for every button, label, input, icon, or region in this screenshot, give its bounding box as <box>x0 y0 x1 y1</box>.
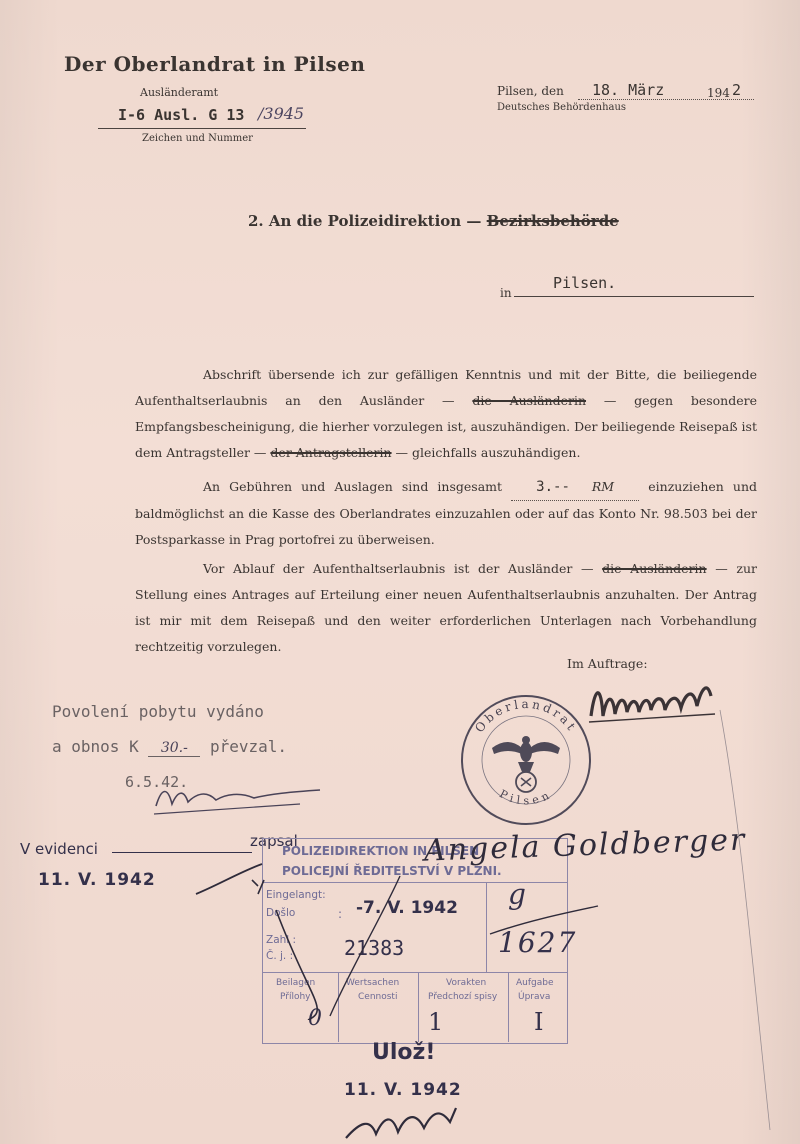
place-prefix: Pilsen, den <box>497 84 564 98</box>
pen-strokes <box>190 850 630 1020</box>
note-date: 6.5.42. <box>125 773 189 791</box>
fee-currency: RM <box>591 479 615 494</box>
paragraph-3-struck: die Ausländerin <box>602 561 707 576</box>
col4-de: Aufgabe <box>516 978 554 988</box>
recipient-in-label: in <box>500 286 512 300</box>
official-seal <box>458 692 594 828</box>
reference-number: I-6 Ausl. G 13 <box>118 106 245 124</box>
police-stamp-zahl: Zahl : <box>266 934 297 946</box>
authority-title: Der Oberlandrat in Pilsen <box>64 52 366 76</box>
seal-bottom-text: Pilsen <box>497 787 555 808</box>
paragraph-1-part-c: — gleichfalls auszuhändigen. <box>395 445 581 460</box>
evidence-date: 11. V. 1942 <box>38 870 156 890</box>
reference-underline <box>98 128 306 129</box>
uloz-signature <box>340 1104 470 1144</box>
office-name: Ausländeramt <box>140 86 219 99</box>
col4-cz: Úprava <box>518 992 551 1002</box>
recipient-city: Pilsen. <box>553 274 617 292</box>
paragraph-1-part-b: — gegen besondere Empfangsbescheinigung, die hierher vorzulegen ist, auszuhändigen. Der beiliegende Reisepaß ist dem Antragsteller — <box>135 393 757 460</box>
col3-de: Vorakten <box>446 978 487 988</box>
evidence-zapsal: zapsal <box>250 832 298 850</box>
col3-cz: Předchozí spisy <box>428 992 498 1002</box>
col1-cz: Přílohy <box>280 992 311 1002</box>
recipient-struck: Bezirksbehörde <box>486 212 619 230</box>
police-stamp-cj: Č. j. : <box>266 950 294 962</box>
reference-caption: Zeichen und Nummer <box>142 133 253 144</box>
paragraph-1-struck-2: der Antragstellerin <box>270 445 392 460</box>
uloz-date: 11. V. 1942 <box>344 1080 462 1100</box>
recipient-city-underline <box>514 296 754 297</box>
fee-amount-field <box>511 474 639 501</box>
paragraph-3-part-a: Vor Ablauf der Aufenthaltserlaubnis ist der Ausländer — <box>203 561 594 576</box>
police-stamp-number: 21383 <box>344 936 405 960</box>
building-name: Deutsches Behördenhaus <box>497 102 627 113</box>
note-line-2-part-a: a obnos K <box>52 737 139 756</box>
year-digit: 2 <box>732 81 742 99</box>
paragraph-1 <box>135 362 757 466</box>
reference-handwritten: /3945 <box>258 104 305 123</box>
note-line-2-part-b: převzal. <box>209 737 288 756</box>
fee-amount: 3.-- <box>536 479 570 495</box>
col3-value: 1 <box>428 1008 444 1036</box>
date-typed: 18. März <box>592 81 665 99</box>
im-auftrage: Im Auftrage: <box>567 656 648 671</box>
recipient-text: 2. An die Polizeidirektion — <box>248 212 482 230</box>
col2-de: Wertsachen <box>346 978 400 988</box>
police-stamp-colon: : <box>338 907 343 921</box>
police-stamp-dosla: Došlo <box>266 907 296 919</box>
col2-cz: Cennosti <box>358 992 398 1002</box>
col4-value: I <box>534 1008 544 1036</box>
seal-top-text: Oberlandrat <box>472 696 580 736</box>
recipient-line <box>248 212 619 230</box>
police-stamp-handwritten-g: g <box>508 878 526 911</box>
police-stamp-eingelangt: Eingelangt: <box>266 889 326 901</box>
note-handwritten-amount: 30.- <box>148 740 200 757</box>
eagle-icon <box>492 736 560 772</box>
note-signature <box>150 780 330 820</box>
police-stamp-line-2: POLICEJNÍ ŘEDITELSTVÍ V PLZNI. <box>282 864 502 878</box>
date-dotline <box>578 99 754 100</box>
paragraph-2 <box>135 474 757 553</box>
uloz-label: Ulož! <box>372 1040 436 1065</box>
evidence-label: V evidenci <box>20 840 98 858</box>
col1-de: Beilagen <box>276 978 316 988</box>
handwritten-name: Angela Goldberger <box>423 822 747 869</box>
police-stamp-line-1: POLIZEIDIREKTION IN PILSEN <box>282 844 480 858</box>
paragraph-2-part-a: An Gebühren und Auslagen sind insgesamt <box>203 479 503 494</box>
note-line-2 <box>52 737 287 757</box>
paragraph-3 <box>135 556 757 660</box>
svg-text:Pilsen <box>497 787 554 807</box>
pencil-marks <box>690 700 790 1140</box>
paragraph-3-part-b: — zur Stellung eines Antrages auf Erteilung einer neuen Aufenthaltserlaubnis anzuhalten. Der Antrag ist mir mit dem Reisepaß und den weiter erforderlichen Unterlagen nach Vorbehandlung rechtzeitig vorzulegen. <box>135 561 757 654</box>
paragraph-1-part-a: Abschrift übersende ich zur gefälligen Kenntnis und mit der Bitte, die beiliegende Aufenthaltserlaubnis an den Ausländer — <box>135 367 757 408</box>
note-line-1: Povolení pobytu vydáno <box>52 702 264 721</box>
paragraph-2-part-b: einzuziehen und baldmöglichst an die Kasse des Oberlandrates einzuzahlen oder auf das Konto Nr. 98.503 bei der Postsparkasse in Prag portofrei zu überweisen. <box>135 479 758 547</box>
col1-value: 0 <box>308 1006 322 1031</box>
police-stamp-date: -7. V. 1942 <box>356 898 458 918</box>
police-stamp-handwritten-number: 1627 <box>498 926 578 959</box>
year-prefix: 194 <box>707 86 730 100</box>
paragraph-1-struck-1: die Ausländerin <box>472 393 587 408</box>
